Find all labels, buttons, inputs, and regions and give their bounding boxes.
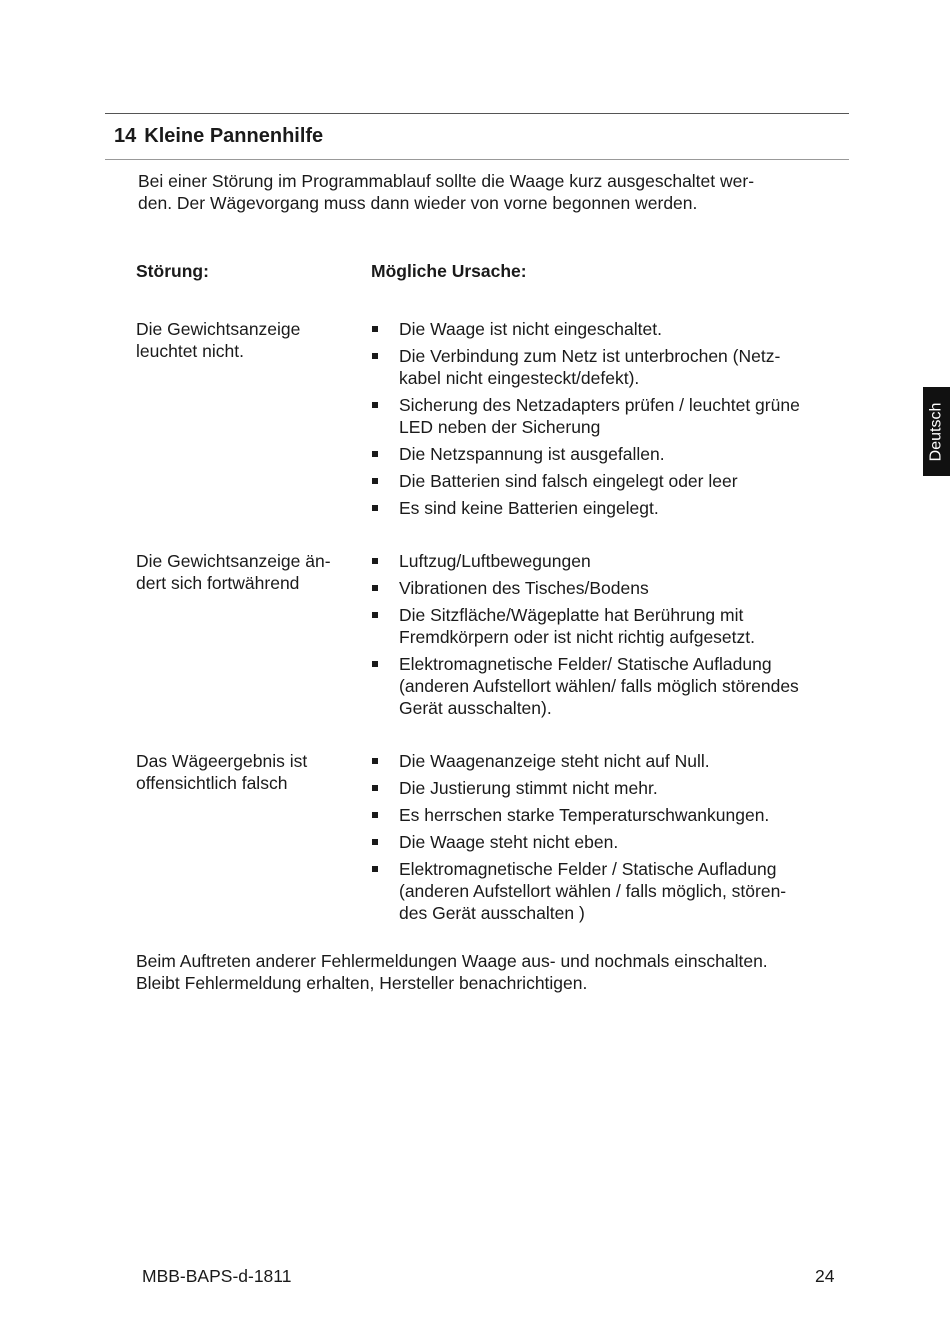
cause-line: Die Sitzfläche/Wägeplatte hat Berührung mit: [399, 605, 744, 625]
cause-line: Die Waage steht nicht eben.: [399, 832, 619, 852]
cause-item: [371, 497, 846, 519]
column-header-cause: Mögliche Ursache:: [371, 261, 527, 281]
cause-item: [371, 653, 846, 719]
square-bullet-icon: [372, 585, 378, 591]
square-bullet-icon: [372, 505, 378, 511]
closing-line: Beim Auftreten anderer Fehlermeldungen Waage aus- und nochmals einschalten.: [136, 951, 768, 971]
square-bullet-icon: [372, 402, 378, 408]
problem-text: [136, 750, 307, 794]
cause-line: Die Waage ist nicht eingeschaltet.: [399, 319, 662, 339]
intro-line: den. Der Wägevorgang muss dann wieder von vorne begonnen werden.: [138, 193, 698, 213]
cause-line: (anderen Aufstellort wählen / falls möglich, stören-: [399, 881, 787, 901]
problem-line: Die Gewichtsanzeige än-: [136, 551, 331, 571]
footer-page-number: 24: [815, 1266, 835, 1286]
cause-line: Die Batterien sind falsch eingelegt oder leer: [399, 471, 738, 491]
problem-line: Die Gewichtsanzeige: [136, 319, 301, 339]
column-header-problem: Störung:: [136, 261, 209, 281]
intro-line: Bei einer Störung im Programmablauf sollte die Waage kurz ausgeschaltet wer-: [138, 171, 755, 191]
cause-line: Sicherung des Netzadapters prüfen / leuchtet grüne: [399, 395, 800, 415]
cause-list: [371, 318, 846, 524]
cause-item: [371, 858, 846, 924]
cause-list: [371, 550, 846, 724]
closing-paragraph: [136, 950, 768, 994]
cause-line: Die Verbindung zum Netz ist unterbrochen (Netz-: [399, 346, 781, 366]
cause-line: (anderen Aufstellort wählen/ falls möglich störendes: [399, 676, 799, 696]
cause-line: Elektromagnetische Felder / Statische Aufladung: [399, 859, 777, 879]
heading-rule: [105, 159, 849, 160]
problem-line: dert sich fortwährend: [136, 573, 300, 593]
cause-item: [371, 604, 846, 648]
square-bullet-icon: [372, 866, 378, 872]
cause-line: Es sind keine Batterien eingelegt.: [399, 498, 659, 518]
cause-item: [371, 750, 846, 772]
square-bullet-icon: [372, 612, 378, 618]
square-bullet-icon: [372, 451, 378, 457]
cause-item: [371, 577, 846, 599]
cause-line: Elektromagnetische Felder/ Statische Aufladung: [399, 654, 772, 674]
cause-item: [371, 470, 846, 492]
cause-item: [371, 550, 846, 572]
cause-line: des Gerät ausschalten ): [399, 903, 585, 923]
square-bullet-icon: [372, 812, 378, 818]
section-heading: [114, 124, 323, 148]
language-tab-label: Deutsch: [927, 402, 945, 461]
cause-line: Gerät ausschalten).: [399, 698, 552, 718]
cause-list: [371, 750, 846, 929]
cause-line: Die Waagenanzeige steht nicht auf Null.: [399, 751, 710, 771]
problem-line: leuchtet nicht.: [136, 341, 244, 361]
cause-line: LED neben der Sicherung: [399, 417, 601, 437]
cause-line: Luftzug/Luftbewegungen: [399, 551, 591, 571]
section-number: 14: [114, 125, 137, 147]
square-bullet-icon: [372, 478, 378, 484]
language-tab: [923, 387, 950, 476]
problem-text: [136, 318, 300, 362]
square-bullet-icon: [372, 558, 378, 564]
section-title: Kleine Pannenhilfe: [144, 125, 324, 147]
cause-item: [371, 777, 846, 799]
cause-item: [371, 804, 846, 826]
closing-line: Bleibt Fehlermeldung erhalten, Hersteller benachrichtigen.: [136, 973, 588, 993]
square-bullet-icon: [372, 785, 378, 791]
cause-item: [371, 831, 846, 853]
cause-line: Es herrschen starke Temperaturschwankungen.: [399, 805, 770, 825]
problem-line: offensichtlich falsch: [136, 773, 288, 793]
top-rule: [105, 113, 849, 114]
cause-line: Vibrationen des Tisches/Bodens: [399, 578, 649, 598]
square-bullet-icon: [372, 839, 378, 845]
cause-line: Die Netzspannung ist ausgefallen.: [399, 444, 665, 464]
cause-line: Die Justierung stimmt nicht mehr.: [399, 778, 658, 798]
cause-line: kabel nicht eingesteckt/defekt).: [399, 368, 640, 388]
footer-doc-id: MBB-BAPS-d-1811: [142, 1266, 292, 1286]
square-bullet-icon: [372, 326, 378, 332]
problem-text: [136, 550, 331, 594]
cause-item: [371, 345, 846, 389]
cause-item: [371, 394, 846, 438]
square-bullet-icon: [372, 758, 378, 764]
problem-line: Das Wägeergebnis ist: [136, 751, 308, 771]
square-bullet-icon: [372, 661, 378, 667]
cause-item: [371, 318, 846, 340]
cause-line: Fremdkörpern oder ist nicht richtig aufgesetzt.: [399, 627, 755, 647]
intro-paragraph: [138, 170, 838, 214]
cause-item: [371, 443, 846, 465]
square-bullet-icon: [372, 353, 378, 359]
